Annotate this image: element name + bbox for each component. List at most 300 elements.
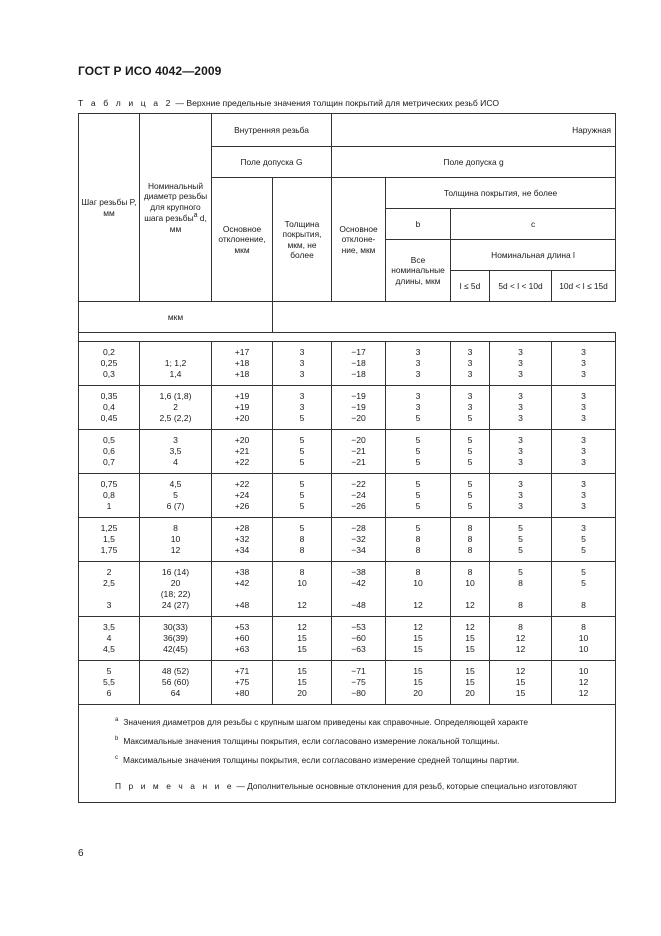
footnote-mark: b <box>115 735 119 742</box>
cell-value: 3 <box>518 347 523 357</box>
cell-value: −18 <box>351 369 366 379</box>
cell-thickness-internal <box>273 386 332 430</box>
cell-value: +19 <box>234 391 250 401</box>
cell-value: 10 <box>578 644 589 654</box>
cell-value: 36(39) <box>163 633 188 643</box>
cell-diameter <box>140 430 212 474</box>
cell-value: 12 <box>515 666 526 676</box>
cell-value: +63 <box>234 644 250 654</box>
note-text: — Дополнительные основные отклонения для резьб, которые специально изготовляют <box>234 781 578 792</box>
cell-value: 0,7 <box>103 457 115 467</box>
header-nominal-diameter-tail: d, мм <box>169 213 207 234</box>
cell-thickness-c1 <box>451 661 490 705</box>
header-nominal-diameter-text: Номинальный диаметр резьбы для крупного шага резьбы <box>143 180 208 224</box>
cell-value: 5 <box>581 578 586 588</box>
footnote <box>79 712 615 731</box>
cell-value: +22 <box>234 457 250 467</box>
table-row-group <box>79 386 616 430</box>
cell-value: 8 <box>467 523 473 533</box>
cell-value <box>214 589 270 600</box>
cell-deviation-external <box>332 342 386 386</box>
cell-value: 3 <box>518 402 523 412</box>
cell-value: 3 <box>106 600 112 610</box>
cell-value: 5 <box>467 490 473 500</box>
cell-thickness-c2 <box>490 518 552 562</box>
cell-thickness-c2 <box>490 617 552 661</box>
cell-value <box>492 589 549 600</box>
cell-value: 15 <box>413 644 423 654</box>
cell-value: 5 <box>106 666 112 676</box>
header-tolerance-g: Поле допуска g <box>332 147 616 178</box>
cell-thickness-c1 <box>451 474 490 518</box>
cell-value: 15 <box>297 666 307 676</box>
cell-deviation-internal <box>212 474 273 518</box>
cell-value: 10 <box>578 633 589 643</box>
cell-thickness-internal <box>273 617 332 661</box>
cell-value: 5 <box>518 534 523 544</box>
cell-value: 12 <box>515 644 526 654</box>
header-length-2: 5d < l < 10d <box>490 271 552 302</box>
cell-thickness-internal <box>273 474 332 518</box>
cell-thickness-internal <box>273 342 332 386</box>
cell-value: +18 <box>234 358 250 368</box>
cell-value: 1,75 <box>100 545 118 555</box>
cell-thickness-c3 <box>552 474 616 518</box>
cell-value: −71 <box>351 666 366 676</box>
cell-thickness-c3 <box>552 617 616 661</box>
cell-thickness-c3 <box>552 661 616 705</box>
cell-value: 3 <box>467 358 473 368</box>
cell-value: 1 <box>106 501 112 511</box>
header-length-3: 10d < l ≤ 15d <box>552 271 616 302</box>
cell-value: 5 <box>299 523 305 533</box>
cell-deviation-internal <box>212 617 273 661</box>
cell-value: 3 <box>581 347 586 357</box>
header-basic-deviation-internal: Основное отклонение, мкм <box>212 178 273 302</box>
cell-value: 3 <box>518 501 523 511</box>
cell-value: −19 <box>351 391 366 401</box>
header-thickness-max: Толщина покрытия, не более <box>386 178 616 209</box>
page-number: 6 <box>78 848 84 859</box>
cell-value: 10 <box>578 666 589 676</box>
cell-value: 5 <box>415 523 421 533</box>
cell-value: 8 <box>299 534 305 544</box>
cell-value: −22 <box>351 479 366 489</box>
cell-value: 5 <box>467 435 473 445</box>
cell-value: 3 <box>518 369 523 379</box>
cell-value: 5 <box>299 501 305 511</box>
cell-value: 3 <box>518 490 523 500</box>
cell-thickness-c3 <box>552 342 616 386</box>
cell-value: 4 <box>106 633 112 643</box>
cell-value: 3 <box>581 479 586 489</box>
cell-thickness-b <box>386 430 451 474</box>
cell-pitch <box>79 342 140 386</box>
cell-value: +34 <box>234 545 250 555</box>
cell-value: 3 <box>415 347 421 357</box>
cell-deviation-internal <box>212 386 273 430</box>
cell-value: 5 <box>518 523 523 533</box>
footnotes-cell <box>79 705 616 803</box>
cell-value: 8 <box>467 567 473 577</box>
cell-value: 10 <box>413 578 423 588</box>
caption-text: — Верхние предельные значения толщин покрытий для метрических резьб ИСО <box>172 98 500 108</box>
cell-thickness-b <box>386 386 451 430</box>
cell-value: 8 <box>415 567 421 577</box>
cell-value: 3 <box>581 391 586 401</box>
cell-value: 1,25 <box>100 523 118 533</box>
cell-value: 0,45 <box>100 413 118 423</box>
cell-value <box>142 347 209 358</box>
cell-value: 3 <box>467 391 473 401</box>
cell-deviation-external <box>332 430 386 474</box>
cell-value: 1,4 <box>169 369 182 379</box>
cell-thickness-c2 <box>490 474 552 518</box>
cell-value: 5 <box>467 457 473 467</box>
cell-value: 8 <box>299 567 305 577</box>
cell-value: 20 <box>170 578 181 588</box>
cell-value: 42(45) <box>163 644 188 654</box>
cell-value: 8 <box>518 622 523 632</box>
cell-value: 5 <box>415 413 421 423</box>
cell-value: 5 <box>415 435 421 445</box>
cell-value: 8 <box>581 600 586 610</box>
cell-value: 3 <box>415 391 421 401</box>
cell-value: 5 <box>467 446 473 456</box>
cell-value: 12 <box>170 545 181 555</box>
cell-value: 5 <box>518 545 523 555</box>
cell-value: 12 <box>578 688 589 698</box>
cell-value: 0,35 <box>100 391 118 401</box>
cell-thickness-c3 <box>552 562 616 617</box>
cell-thickness-c1 <box>451 430 490 474</box>
coating-thickness-table <box>78 113 616 803</box>
header-tolerance-G: Поле допуска G <box>212 147 332 178</box>
cell-value: 15 <box>297 644 307 654</box>
cell-value: 5 <box>299 435 305 445</box>
cell-value: 3 <box>581 446 586 456</box>
cell-value: 3 <box>518 391 523 401</box>
cell-value: 3 <box>581 413 586 423</box>
cell-value: −80 <box>351 688 366 698</box>
table-row-group <box>79 617 616 661</box>
cell-value: 12 <box>465 600 475 610</box>
cell-value: 15 <box>413 677 423 687</box>
cell-deviation-internal <box>212 661 273 705</box>
cell-value: 24 (27) <box>161 600 190 610</box>
cell-value: 0,4 <box>103 402 115 412</box>
cell-value: −28 <box>351 523 366 533</box>
cell-value: −42 <box>351 578 366 588</box>
header-pitch: Шаг резьбы P, мм <box>79 114 140 302</box>
cell-thickness-c1 <box>451 342 490 386</box>
cell-value: 8 <box>173 523 178 533</box>
cell-thickness-internal <box>273 562 332 617</box>
cell-value: 5 <box>299 413 305 423</box>
cell-value: 5 <box>299 446 305 456</box>
table-row-group <box>79 474 616 518</box>
cell-deviation-external <box>332 617 386 661</box>
cell-diameter <box>140 617 212 661</box>
cell-value: 3 <box>173 435 178 445</box>
table-caption <box>78 98 499 108</box>
cell-value: 12 <box>297 622 307 632</box>
cell-value: 48 (52) <box>161 666 190 676</box>
cell-value: 3 <box>581 523 586 533</box>
cell-value: +32 <box>234 534 250 544</box>
cell-deviation-external <box>332 562 386 617</box>
cell-value: 3 <box>518 457 523 467</box>
cell-value: +21 <box>234 446 250 456</box>
cell-value: −17 <box>351 347 366 357</box>
cell-value: 5 <box>518 567 523 577</box>
cell-value: 5 <box>581 545 586 555</box>
cell-value: +19 <box>234 402 250 412</box>
cell-thickness-c1 <box>451 386 490 430</box>
cell-deviation-internal <box>212 430 273 474</box>
cell-value: 3 <box>581 402 586 412</box>
cell-value: 20 <box>465 688 475 698</box>
cell-thickness-c2 <box>490 430 552 474</box>
cell-thickness-c2 <box>490 661 552 705</box>
cell-value: 15 <box>413 633 423 643</box>
cell-value <box>453 589 487 600</box>
cell-value: 5 <box>415 479 421 489</box>
cell-value: 15 <box>413 666 423 676</box>
cell-diameter <box>140 518 212 562</box>
header-nominal-diameter <box>140 114 212 302</box>
header-internal-thread: Внутренняя резьба <box>212 114 332 147</box>
cell-value: −20 <box>351 413 366 423</box>
cell-value: 5 <box>415 490 421 500</box>
cell-deviation-internal <box>212 518 273 562</box>
table-row-group <box>79 342 616 386</box>
cell-value: +18 <box>234 369 250 379</box>
cell-value: 3,5 <box>169 446 182 456</box>
cell-diameter <box>140 386 212 430</box>
cell-thickness-b <box>386 342 451 386</box>
cell-value: 15 <box>297 633 307 643</box>
cell-value: −53 <box>351 622 366 632</box>
cell-value: 3,5 <box>103 622 115 632</box>
header-nominal-length: Номинальная длина l <box>451 240 616 271</box>
cell-value: 15 <box>465 677 475 687</box>
cell-value: (18; 22) <box>160 589 191 599</box>
cell-thickness-b <box>386 562 451 617</box>
footnote-mark: a <box>115 717 119 723</box>
cell-value: 3 <box>299 402 305 412</box>
cell-value: +28 <box>234 523 250 533</box>
cell-thickness-c3 <box>552 430 616 474</box>
table-spacer <box>79 333 616 342</box>
cell-value <box>81 589 137 600</box>
cell-thickness-c2 <box>490 342 552 386</box>
cell-deviation-external <box>332 661 386 705</box>
cell-value: 10 <box>297 578 307 588</box>
cell-value: 0,3 <box>103 369 115 379</box>
cell-value: +26 <box>234 501 250 511</box>
cell-thickness-internal <box>273 518 332 562</box>
cell-value: 15 <box>515 688 526 698</box>
cell-value: 5 <box>467 479 473 489</box>
table-row-group <box>79 518 616 562</box>
cell-value: 64 <box>170 688 181 698</box>
cell-pitch <box>79 661 140 705</box>
cell-value: +60 <box>234 633 250 643</box>
table-row-group <box>79 661 616 705</box>
cell-deviation-external <box>332 474 386 518</box>
cell-value: 5 <box>299 490 305 500</box>
cell-deviation-internal <box>212 342 273 386</box>
cell-value: +38 <box>234 567 250 577</box>
cell-diameter <box>140 342 212 386</box>
cell-value: 10 <box>170 534 181 544</box>
footnote-mark: c <box>115 754 118 761</box>
cell-value: 8 <box>467 545 473 555</box>
table-row-group <box>79 562 616 617</box>
cell-value: 6 (7) <box>166 501 185 511</box>
cell-value: 4 <box>173 457 178 467</box>
cell-value: 5 <box>581 567 586 577</box>
cell-thickness-b <box>386 617 451 661</box>
cell-value: −19 <box>351 402 366 412</box>
cell-value: 3 <box>518 413 523 423</box>
cell-thickness-c1 <box>451 562 490 617</box>
cell-value: +75 <box>234 677 250 687</box>
cell-value: 3 <box>518 479 523 489</box>
cell-value: 12 <box>297 600 307 610</box>
cell-value: 6 <box>106 688 112 698</box>
cell-value: 3 <box>581 490 586 500</box>
cell-value: 3 <box>518 358 523 368</box>
cell-value: 3 <box>415 402 421 412</box>
cell-value: 5 <box>415 501 421 511</box>
cell-value: 12 <box>413 622 423 632</box>
cell-value: −21 <box>351 457 366 467</box>
cell-value: 20 <box>413 688 423 698</box>
cell-pitch <box>79 474 140 518</box>
cell-value: 1,5 <box>103 534 115 544</box>
cell-value: 0,5 <box>103 435 115 445</box>
cell-value: −75 <box>351 677 366 687</box>
cell-value: 3 <box>467 369 473 379</box>
cell-value: 15 <box>297 677 307 687</box>
cell-pitch <box>79 430 140 474</box>
cell-pitch <box>79 518 140 562</box>
cell-value: 8 <box>299 545 305 555</box>
table-row-group <box>79 430 616 474</box>
cell-value: 8 <box>518 578 523 588</box>
cell-thickness-b <box>386 518 451 562</box>
cell-value: 0,25 <box>100 358 118 368</box>
cell-diameter <box>140 661 212 705</box>
cell-value: 15 <box>465 633 475 643</box>
cell-value: +20 <box>234 413 250 423</box>
cell-value: 56 (60) <box>161 677 190 687</box>
cell-value: 16 (14) <box>161 567 190 577</box>
cell-value: +20 <box>234 435 250 445</box>
cell-value: 3 <box>467 402 473 412</box>
table-note <box>79 768 615 802</box>
cell-value: 2 <box>106 567 112 577</box>
cell-value: 15 <box>465 666 475 676</box>
header-mkm: мкм <box>79 302 273 333</box>
caption-prefix: Т а б л и ц а 2 <box>78 98 173 108</box>
footnote-text: Максимальные значения толщины покрытия, если согласовано измерение локальной толщины. <box>123 735 500 746</box>
footnote-text: Значения диаметров для резьбы с крупным шагом приведены как справочные. Определяющей характе <box>123 716 529 727</box>
cell-value: −60 <box>351 633 366 643</box>
cell-value: 2,5 <box>103 578 115 588</box>
cell-diameter <box>140 562 212 617</box>
cell-value: 5,5 <box>103 677 115 687</box>
cell-value: 12 <box>413 600 423 610</box>
cell-value: 0,75 <box>100 479 118 489</box>
cell-value: +24 <box>234 490 250 500</box>
cell-value: 5 <box>415 457 421 467</box>
cell-value: −21 <box>351 446 366 456</box>
header-length-1: l ≤ 5d <box>451 271 490 302</box>
cell-value: 4,5 <box>169 479 182 489</box>
cell-value: 5 <box>299 457 305 467</box>
cell-thickness-c1 <box>451 617 490 661</box>
cell-value: 2,5 (2,2) <box>159 413 192 423</box>
cell-value: 5 <box>299 479 305 489</box>
cell-value: 8 <box>467 534 473 544</box>
cell-pitch <box>79 562 140 617</box>
cell-thickness-internal <box>273 661 332 705</box>
cell-value: −48 <box>351 600 366 610</box>
cell-value: −26 <box>351 501 366 511</box>
cell-value: 3 <box>299 369 305 379</box>
cell-thickness-c3 <box>552 386 616 430</box>
cell-value: 1; 1,2 <box>164 358 187 368</box>
cell-value: 0,2 <box>103 347 115 357</box>
cell-value: 12 <box>578 677 589 687</box>
cell-value: −63 <box>351 644 366 654</box>
header-all-nominal-lengths: Все номинальные длины, мкм <box>386 240 451 302</box>
cell-thickness-c1 <box>451 518 490 562</box>
cell-value: −18 <box>351 358 366 368</box>
cell-value: 0,8 <box>103 490 115 500</box>
cell-value: −38 <box>351 567 366 577</box>
cell-value: 3 <box>581 435 586 445</box>
cell-value: 5 <box>467 501 473 511</box>
header-b: b <box>386 209 451 240</box>
cell-value: 3 <box>518 446 523 456</box>
header-external-thread: Наружная <box>332 114 616 147</box>
cell-value: +42 <box>234 578 250 588</box>
cell-value: 3 <box>581 358 586 368</box>
cell-value <box>554 589 613 600</box>
cell-value: −34 <box>351 545 366 555</box>
cell-value: +22 <box>234 479 250 489</box>
cell-value: 2 <box>173 402 178 412</box>
cell-value: 0,6 <box>103 446 115 456</box>
cell-value: 3 <box>299 358 305 368</box>
footnote <box>79 750 615 769</box>
cell-value: 5 <box>415 446 421 456</box>
cell-thickness-c2 <box>490 562 552 617</box>
cell-value: −20 <box>351 435 366 445</box>
cell-value: 3 <box>518 435 523 445</box>
cell-value <box>275 589 329 600</box>
footnote <box>79 731 615 750</box>
cell-deviation-external <box>332 386 386 430</box>
cell-thickness-c2 <box>490 386 552 430</box>
header-thickness-internal: Толщина покрытия, мкм, не более <box>273 178 332 302</box>
cell-value: 8 <box>415 534 421 544</box>
cell-value: 30(33) <box>163 622 188 632</box>
